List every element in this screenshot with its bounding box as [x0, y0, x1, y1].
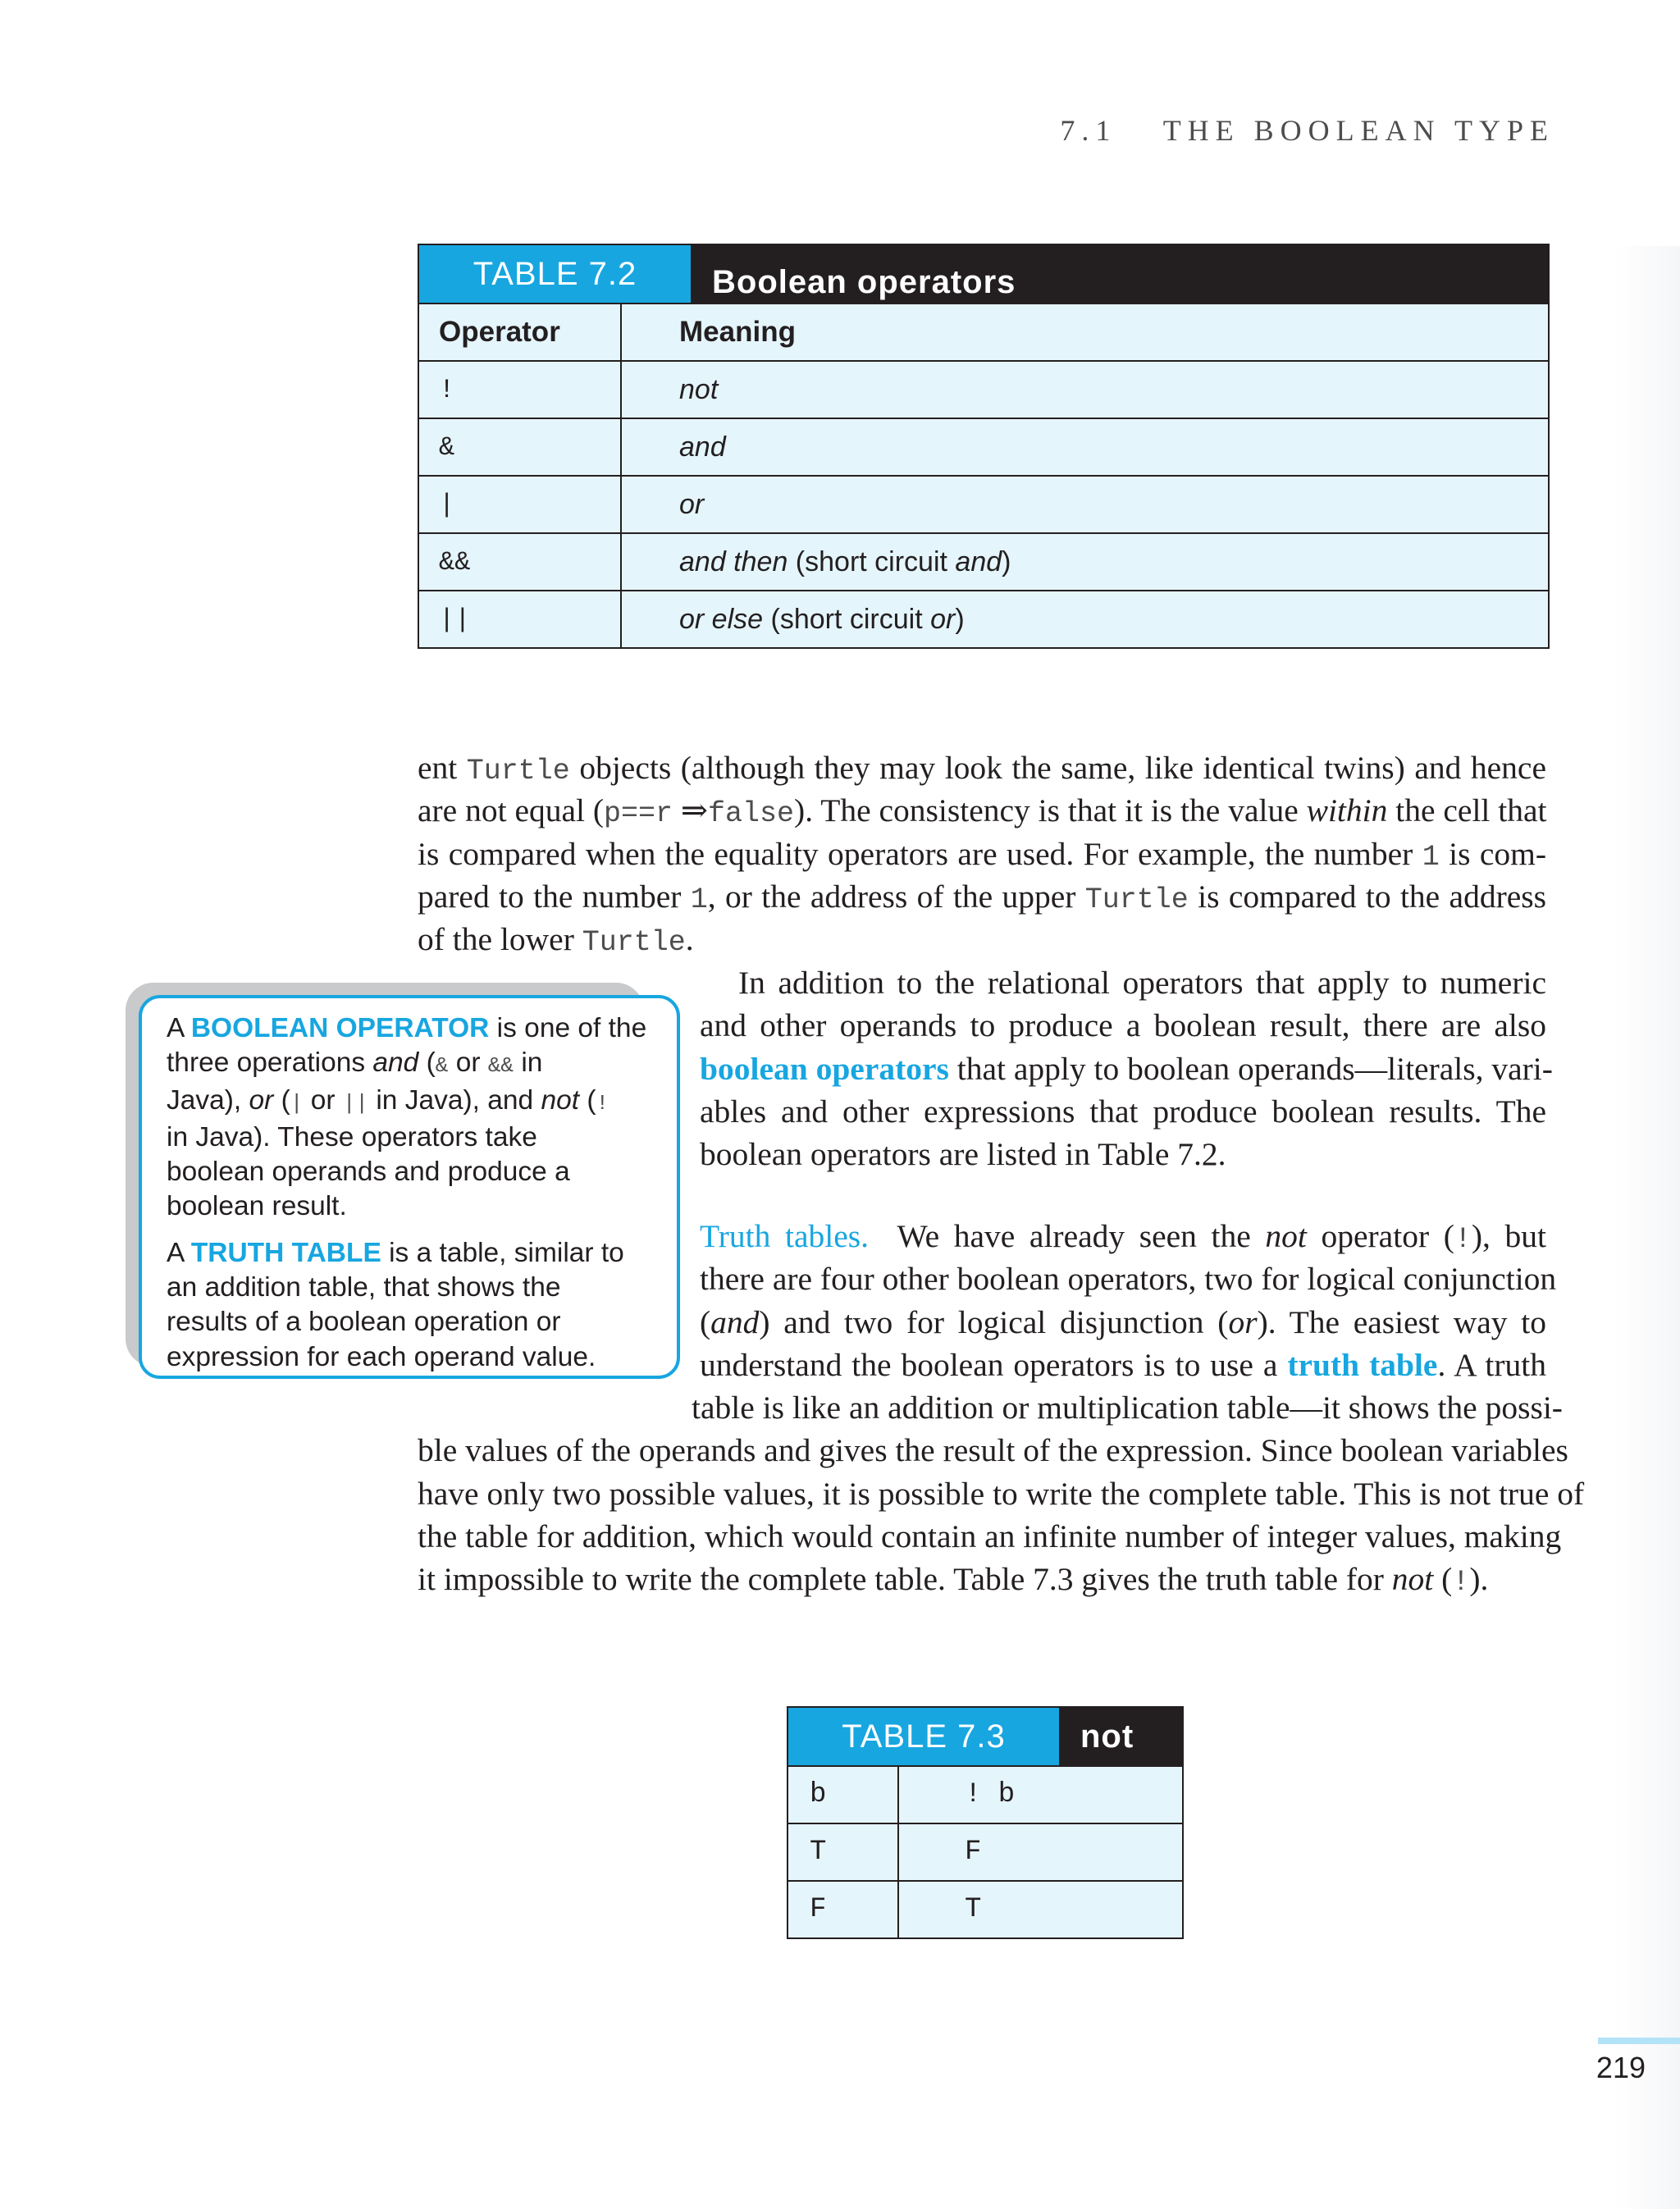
- meaning-cell: [622, 362, 1548, 418]
- meaning-cell: [622, 419, 1548, 475]
- operator-cell: |: [419, 477, 622, 532]
- text-line: and other operands to produce a boolean result, there are also: [700, 1007, 1546, 1044]
- text-line: understand the boolean operators is to use a truth table. A truth: [700, 1346, 1546, 1383]
- meaning-cell: [622, 477, 1548, 532]
- table-7-3: [787, 1706, 1184, 1939]
- text-line: table is like an addition or multiplication table—it shows the possi-: [692, 1390, 1563, 1426]
- table-title: not: [1059, 1708, 1182, 1765]
- defined-term: TRUTH TABLE: [190, 1237, 381, 1268]
- column-header: ! b: [965, 1779, 1016, 1810]
- meaning-note-italic: and: [955, 545, 1002, 577]
- text-line: have only two possible values, it is possible to write the complete table. This is not true of: [418, 1475, 1585, 1512]
- text-line: the table for addition, which would contain an infinite number of integer values, making: [418, 1518, 1562, 1554]
- text-line: of the lower Turtle.: [418, 921, 694, 960]
- page-edge-tint: [1614, 246, 1680, 2209]
- text-line: Truth tables. We have already seen the not operator (!), but: [700, 1218, 1546, 1256]
- meaning-note-end: ): [955, 603, 965, 635]
- column-header: Operator: [419, 304, 622, 360]
- text-line: are not equal (p==r ⇒false). The consistency is that it is the value within the cell that: [418, 792, 1547, 831]
- meaning-text: or else: [679, 603, 764, 635]
- table-7-2: [418, 244, 1550, 649]
- section-title: THE BOOLEAN TYPE: [1162, 114, 1554, 147]
- table-header-row: [788, 1767, 1182, 1824]
- column-header: Meaning: [679, 316, 796, 348]
- table-header-row: [419, 304, 1548, 362]
- text-line: it impossible to write the complete table. Table 7.3 gives the truth table for not (!).: [418, 1561, 1489, 1600]
- operator-cell: &&: [419, 534, 622, 590]
- definition-sidebar: [139, 995, 680, 1379]
- table-cell: T: [965, 1894, 982, 1925]
- section-number: 7.1: [1060, 114, 1117, 147]
- text-line: (and) and two for logical disjunction (or). The easiest way to: [700, 1303, 1547, 1340]
- meaning-text: or: [679, 488, 705, 520]
- page-number-bar: [1598, 2038, 1680, 2044]
- column-header: b: [788, 1767, 899, 1823]
- text-line: ent Turtle objects (although they may look the same, like identical twins) and hence: [418, 750, 1546, 787]
- meaning-text: not: [679, 373, 719, 405]
- meaning-text: and: [679, 431, 726, 463]
- running-head: [1060, 113, 1554, 148]
- table-row: [788, 1882, 1182, 1937]
- table-row: [419, 534, 1548, 591]
- meaning-note: (short circuit: [788, 545, 956, 577]
- term-boolean-operators: boolean operators: [700, 1050, 949, 1087]
- text-line: pared to the number 1, or the address of the upper Turtle is compared to the address: [418, 878, 1547, 916]
- meaning-cell: [622, 534, 1548, 590]
- meaning-text: and then: [679, 545, 788, 577]
- paragraph-truth-tables-cont: [418, 1386, 1585, 1600]
- paragraph-truth-tables-intro: [700, 1215, 1557, 1386]
- table-caption: [788, 1708, 1182, 1767]
- paragraph-boolean-operators: [700, 961, 1553, 1175]
- text-line: is compared when the equality operators are used. For example, the number 1 is com-: [418, 835, 1546, 874]
- page-number: 219: [1596, 2051, 1646, 2084]
- definition-boolean-operator: A BOOLEAN OPERATOR is one of the three operations and (& or && in Java), or (| or || in Java), and not (! in Java). These operators take boolean operands and produce a boolean result.: [167, 1013, 647, 1222]
- table-row: [419, 419, 1548, 477]
- table-row: [419, 591, 1548, 647]
- paragraph-equality: [418, 746, 1546, 961]
- meaning-cell: [622, 591, 1548, 647]
- table-row: [419, 362, 1548, 419]
- operator-cell: ||: [419, 591, 622, 647]
- text-line: ables and other expressions that produce boolean results. The: [700, 1093, 1546, 1130]
- text-line: boolean operators are listed in Table 7.2.: [700, 1136, 1226, 1173]
- table-cell: F: [965, 1837, 982, 1868]
- table-number: TABLE 7.3: [788, 1708, 1059, 1765]
- meaning-note-end: ): [1002, 545, 1011, 577]
- defined-term: BOOLEAN OPERATOR: [190, 1013, 490, 1043]
- text-line: there are four other boolean operators, two for logical conjunction: [700, 1261, 1557, 1298]
- operator-cell: &: [419, 419, 622, 475]
- meaning-note: (short circuit: [763, 603, 931, 635]
- table-cell: T: [788, 1824, 899, 1880]
- table-row: [788, 1824, 1182, 1882]
- operator-cell: !: [419, 362, 622, 418]
- term-truth-table: truth table: [1287, 1346, 1438, 1383]
- meaning-note-italic: or: [930, 603, 956, 635]
- definition-truth-table: A TRUTH TABLE is a table, similar to an addition table, that shows the results of a boolean operation or expression for each operand value.: [167, 1237, 624, 1372]
- run-in-heading: Truth tables.: [700, 1218, 869, 1254]
- text-line: boolean operators that apply to boolean operands—literals, vari-: [700, 1050, 1553, 1087]
- text-line: In addition to the relational operators that apply to numeric: [738, 965, 1546, 1001]
- table-caption: [419, 245, 1548, 304]
- table-title: Boolean operators: [691, 245, 1548, 303]
- text-line: ble values of the operands and gives the result of the expression. Since boolean variables: [418, 1432, 1568, 1469]
- table-number: TABLE 7.2: [419, 245, 691, 303]
- table-cell: F: [788, 1882, 899, 1937]
- table-row: [419, 477, 1548, 534]
